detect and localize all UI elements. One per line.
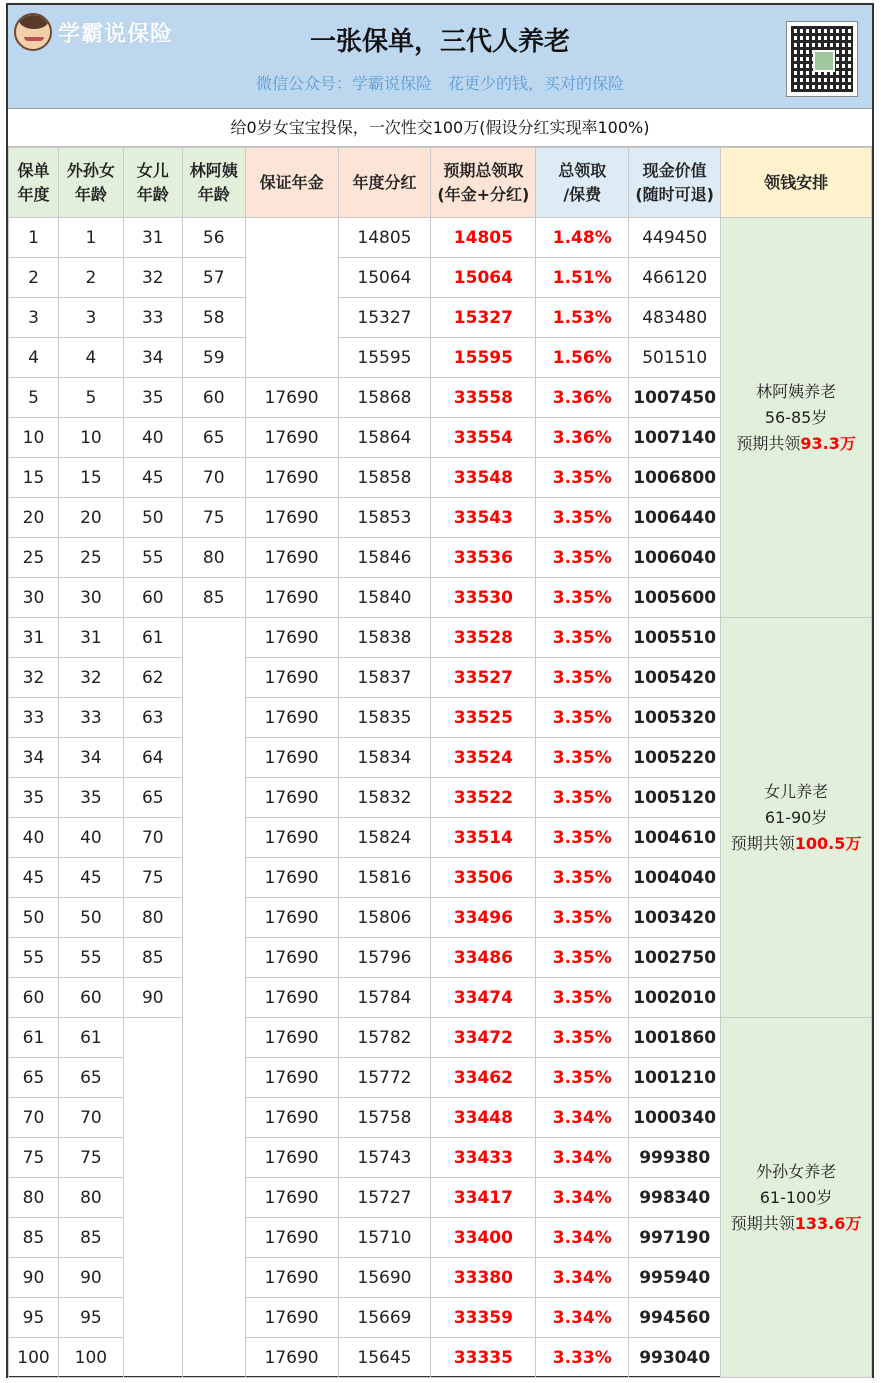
cell-ratio: 3.34% — [536, 1098, 629, 1138]
cell-ratio: 1.53% — [536, 298, 629, 338]
cell-cash-value: 1001860 — [629, 1018, 721, 1058]
col-header-arrangement: 领钱安排 — [721, 148, 872, 218]
cell-granddaughter-age: 100 — [58, 1338, 123, 1378]
cell-policy-year: 30 — [9, 578, 59, 618]
cell-annual-dividend: 15868 — [338, 378, 431, 418]
cell-policy-year: 4 — [9, 338, 59, 378]
cell-cash-value: 1004610 — [629, 818, 721, 858]
cell-granddaughter-age: 25 — [58, 538, 123, 578]
cell-cash-value: 995940 — [629, 1258, 721, 1298]
page-header — [8, 5, 872, 109]
cell-cash-value: 1000340 — [629, 1098, 721, 1138]
cell-policy-year: 70 — [9, 1098, 59, 1138]
cell-lin-age: 56 — [182, 218, 245, 258]
cell-guaranteed-annuity: 17690 — [245, 778, 338, 818]
cell-granddaughter-age: 15 — [58, 458, 123, 498]
cell-policy-year: 25 — [9, 538, 59, 578]
cell-annual-dividend: 15864 — [338, 418, 431, 458]
col-header-guaranteed-annuity: 保证年金 — [245, 148, 338, 218]
cell-granddaughter-age: 70 — [58, 1098, 123, 1138]
cell-policy-year: 61 — [9, 1018, 59, 1058]
cell-annual-dividend: 15645 — [338, 1338, 431, 1378]
document-frame — [6, 3, 874, 1378]
cell-guaranteed-annuity: 17690 — [245, 818, 338, 858]
cell-policy-year: 10 — [9, 418, 59, 458]
cell-granddaughter-age: 1 — [58, 218, 123, 258]
table-row — [9, 618, 872, 658]
cell-daughter-age: 63 — [123, 698, 182, 738]
cell-ratio: 3.34% — [536, 1218, 629, 1258]
cell-cash-value: 1005220 — [629, 738, 721, 778]
cell-ratio: 3.34% — [536, 1178, 629, 1218]
cell-daughter-age: 55 — [123, 538, 182, 578]
cell-policy-year: 45 — [9, 858, 59, 898]
cell-expected-total: 33514 — [431, 818, 536, 858]
arrangement-cell — [721, 1018, 872, 1378]
cell-granddaughter-age: 90 — [58, 1258, 123, 1298]
cell-annual-dividend: 15743 — [338, 1138, 431, 1178]
cell-daughter-age: 62 — [123, 658, 182, 698]
cell-guaranteed-annuity — [245, 218, 338, 378]
cell-guaranteed-annuity: 17690 — [245, 458, 338, 498]
cell-policy-year: 80 — [9, 1178, 59, 1218]
cell-granddaughter-age: 20 — [58, 498, 123, 538]
cell-annual-dividend: 15772 — [338, 1058, 431, 1098]
cell-ratio: 3.35% — [536, 858, 629, 898]
cell-expected-total: 33522 — [431, 778, 536, 818]
cell-ratio: 3.35% — [536, 658, 629, 698]
cell-ratio: 3.35% — [536, 538, 629, 578]
cell-expected-total: 33530 — [431, 578, 536, 618]
cell-policy-year: 31 — [9, 618, 59, 658]
cell-lin-age: 85 — [182, 578, 245, 618]
cell-expected-total: 33527 — [431, 658, 536, 698]
cell-cash-value: 1005600 — [629, 578, 721, 618]
cell-granddaughter-age: 4 — [58, 338, 123, 378]
cell-daughter-age: 31 — [123, 218, 182, 258]
cell-daughter-age: 60 — [123, 578, 182, 618]
cell-daughter-age: 64 — [123, 738, 182, 778]
col-header-daughter-age: 女儿 年龄 — [123, 148, 182, 218]
cell-expected-total: 33417 — [431, 1178, 536, 1218]
cell-annual-dividend: 15727 — [338, 1178, 431, 1218]
cell-cash-value: 999380 — [629, 1138, 721, 1178]
cell-ratio: 3.34% — [536, 1258, 629, 1298]
cell-policy-year: 1 — [9, 218, 59, 258]
cell-expected-total: 33525 — [431, 698, 536, 738]
col-header-annual-dividend: 年度分红 — [338, 148, 431, 218]
cell-lin-age: 80 — [182, 538, 245, 578]
cell-ratio: 3.35% — [536, 618, 629, 658]
cell-ratio: 3.35% — [536, 738, 629, 778]
cell-cash-value: 1005320 — [629, 698, 721, 738]
cell-annual-dividend: 15690 — [338, 1258, 431, 1298]
cell-daughter-age: 45 — [123, 458, 182, 498]
cell-cash-value: 1004040 — [629, 858, 721, 898]
cell-granddaughter-age: 40 — [58, 818, 123, 858]
cell-policy-year: 33 — [9, 698, 59, 738]
cell-policy-year: 35 — [9, 778, 59, 818]
cell-daughter-age: 85 — [123, 938, 182, 978]
cell-daughter-age: 35 — [123, 378, 182, 418]
cell-annual-dividend: 15758 — [338, 1098, 431, 1138]
cell-policy-year: 60 — [9, 978, 59, 1018]
col-header-ratio: 总领取 /保费 — [536, 148, 629, 218]
cell-annual-dividend: 15669 — [338, 1298, 431, 1338]
cell-expected-total: 33524 — [431, 738, 536, 778]
cell-expected-total: 33558 — [431, 378, 536, 418]
cell-cash-value: 998340 — [629, 1178, 721, 1218]
cell-ratio: 1.51% — [536, 258, 629, 298]
cell-cash-value: 483480 — [629, 298, 721, 338]
cell-cash-value: 1007450 — [629, 378, 721, 418]
cell-annual-dividend: 15782 — [338, 1018, 431, 1058]
cell-expected-total: 33472 — [431, 1018, 536, 1058]
cell-annual-dividend: 15796 — [338, 938, 431, 978]
cell-daughter-age: 33 — [123, 298, 182, 338]
col-header-granddaughter-age: 外孙女 年龄 — [58, 148, 123, 218]
benefit-table — [8, 147, 872, 1378]
cell-granddaughter-age: 95 — [58, 1298, 123, 1338]
cell-lin-age: 75 — [182, 498, 245, 538]
cell-guaranteed-annuity: 17690 — [245, 1138, 338, 1178]
cell-lin-age: 60 — [182, 378, 245, 418]
page-title: 一张保单，三代人养老 — [309, 27, 570, 57]
policy-note: 给0岁女宝宝投保，一次性交100万(假设分红实现率100%) — [8, 109, 872, 147]
cell-cash-value: 1003420 — [629, 898, 721, 938]
cell-granddaughter-age: 3 — [58, 298, 123, 338]
cell-annual-dividend: 15327 — [338, 298, 431, 338]
cell-guaranteed-annuity: 17690 — [245, 698, 338, 738]
cell-expected-total: 15064 — [431, 258, 536, 298]
cell-guaranteed-annuity: 17690 — [245, 1218, 338, 1258]
cell-annual-dividend: 15064 — [338, 258, 431, 298]
arrangement-cell — [721, 218, 872, 618]
cell-ratio: 3.35% — [536, 818, 629, 858]
cell-daughter-age: 90 — [123, 978, 182, 1018]
cell-expected-total: 33400 — [431, 1218, 536, 1258]
cell-granddaughter-age: 32 — [58, 658, 123, 698]
cell-expected-total: 33359 — [431, 1298, 536, 1338]
cell-annual-dividend: 15840 — [338, 578, 431, 618]
cell-expected-total: 15327 — [431, 298, 536, 338]
cell-annual-dividend: 14805 — [338, 218, 431, 258]
cell-expected-total: 33433 — [431, 1138, 536, 1178]
cell-annual-dividend: 15784 — [338, 978, 431, 1018]
cell-annual-dividend: 15837 — [338, 658, 431, 698]
cell-cash-value: 449450 — [629, 218, 721, 258]
col-header-lin-age: 林阿姨 年龄 — [182, 148, 245, 218]
cell-guaranteed-annuity: 17690 — [245, 498, 338, 538]
cell-lin-age: 59 — [182, 338, 245, 378]
cell-daughter-age: 50 — [123, 498, 182, 538]
cell-annual-dividend: 15816 — [338, 858, 431, 898]
cell-ratio: 3.35% — [536, 578, 629, 618]
cell-guaranteed-annuity: 17690 — [245, 578, 338, 618]
cell-cash-value: 1007140 — [629, 418, 721, 458]
cell-granddaughter-age: 5 — [58, 378, 123, 418]
cell-guaranteed-annuity: 17690 — [245, 1258, 338, 1298]
arrangement-who: 女儿养老 — [764, 781, 829, 801]
arrangement-who: 外孙女养老 — [756, 1161, 837, 1181]
cell-lin-age: 58 — [182, 298, 245, 338]
cell-granddaughter-age: 50 — [58, 898, 123, 938]
cell-guaranteed-annuity: 17690 — [245, 618, 338, 658]
cell-expected-total: 33543 — [431, 498, 536, 538]
cell-ratio: 3.35% — [536, 498, 629, 538]
cell-granddaughter-age: 10 — [58, 418, 123, 458]
cell-daughter-age — [123, 1018, 182, 1378]
cell-ratio: 3.33% — [536, 1338, 629, 1378]
cell-guaranteed-annuity: 17690 — [245, 1298, 338, 1338]
cell-policy-year: 50 — [9, 898, 59, 938]
cell-expected-total: 14805 — [431, 218, 536, 258]
table-header-row — [9, 148, 872, 218]
cell-ratio: 3.35% — [536, 698, 629, 738]
cell-cash-value: 1001210 — [629, 1058, 721, 1098]
arrangement-ages: 56-85岁 — [764, 407, 828, 427]
cell-granddaughter-age: 75 — [58, 1138, 123, 1178]
cell-policy-year: 55 — [9, 938, 59, 978]
cell-annual-dividend: 15710 — [338, 1218, 431, 1258]
cell-guaranteed-annuity: 17690 — [245, 418, 338, 458]
cell-annual-dividend: 15832 — [338, 778, 431, 818]
cell-expected-total: 33486 — [431, 938, 536, 978]
cell-daughter-age: 32 — [123, 258, 182, 298]
cell-policy-year: 85 — [9, 1218, 59, 1258]
cell-guaranteed-annuity: 17690 — [245, 1098, 338, 1138]
cell-granddaughter-age: 61 — [58, 1018, 123, 1058]
cell-cash-value: 1005510 — [629, 618, 721, 658]
cell-granddaughter-age: 65 — [58, 1058, 123, 1098]
cell-lin-age: 57 — [182, 258, 245, 298]
col-header-cash-value: 现金价值 (随时可退) — [629, 148, 721, 218]
cell-ratio: 3.36% — [536, 418, 629, 458]
cell-granddaughter-age: 60 — [58, 978, 123, 1018]
cell-guaranteed-annuity: 17690 — [245, 1018, 338, 1058]
cell-granddaughter-age: 80 — [58, 1178, 123, 1218]
cell-granddaughter-age: 34 — [58, 738, 123, 778]
cell-policy-year: 20 — [9, 498, 59, 538]
cell-cash-value: 993040 — [629, 1338, 721, 1378]
cell-ratio: 1.56% — [536, 338, 629, 378]
cell-policy-year: 90 — [9, 1258, 59, 1298]
cell-cash-value: 994560 — [629, 1298, 721, 1338]
cell-guaranteed-annuity: 17690 — [245, 378, 338, 418]
cell-cash-value: 1005120 — [629, 778, 721, 818]
cell-daughter-age: 34 — [123, 338, 182, 378]
cell-annual-dividend: 15806 — [338, 898, 431, 938]
cell-expected-total: 33496 — [431, 898, 536, 938]
cell-daughter-age: 61 — [123, 618, 182, 658]
cell-daughter-age: 40 — [123, 418, 182, 458]
col-header-policy-year: 保单 年度 — [9, 148, 59, 218]
cell-guaranteed-annuity: 17690 — [245, 658, 338, 698]
cell-expected-total: 33448 — [431, 1098, 536, 1138]
cell-cash-value: 1005420 — [629, 658, 721, 698]
cell-expected-total: 33536 — [431, 538, 536, 578]
cell-expected-total: 33506 — [431, 858, 536, 898]
cell-lin-age: 70 — [182, 458, 245, 498]
cell-lin-age: 65 — [182, 418, 245, 458]
cell-daughter-age: 75 — [123, 858, 182, 898]
cell-ratio: 3.35% — [536, 1018, 629, 1058]
cell-granddaughter-age: 31 — [58, 618, 123, 658]
cell-ratio: 3.35% — [536, 938, 629, 978]
cell-guaranteed-annuity: 17690 — [245, 1338, 338, 1378]
arrangement-total: 预期共领93.3万 — [736, 433, 856, 453]
cell-policy-year: 32 — [9, 658, 59, 698]
cell-granddaughter-age: 55 — [58, 938, 123, 978]
cell-policy-year: 2 — [9, 258, 59, 298]
cell-annual-dividend: 15595 — [338, 338, 431, 378]
cell-cash-value: 466120 — [629, 258, 721, 298]
cell-granddaughter-age: 35 — [58, 778, 123, 818]
cell-expected-total: 33474 — [431, 978, 536, 1018]
cell-policy-year: 15 — [9, 458, 59, 498]
cell-annual-dividend: 15835 — [338, 698, 431, 738]
cell-cash-value: 501510 — [629, 338, 721, 378]
qr-code-icon — [786, 21, 858, 97]
arrangement-total: 预期共领133.6万 — [730, 1213, 862, 1233]
arrangement-ages: 61-90岁 — [764, 807, 828, 827]
brand-name: 学霸说保险 — [58, 21, 174, 47]
cell-guaranteed-annuity: 17690 — [245, 1178, 338, 1218]
cell-guaranteed-annuity: 17690 — [245, 738, 338, 778]
cell-granddaughter-age: 85 — [58, 1218, 123, 1258]
cell-granddaughter-age: 33 — [58, 698, 123, 738]
arrangement-who: 林阿姨养老 — [756, 381, 837, 401]
cell-expected-total: 33554 — [431, 418, 536, 458]
cell-guaranteed-annuity: 17690 — [245, 978, 338, 1018]
cell-daughter-age: 70 — [123, 818, 182, 858]
cell-annual-dividend: 15838 — [338, 618, 431, 658]
table-row — [9, 1018, 872, 1058]
cell-granddaughter-age: 2 — [58, 258, 123, 298]
cell-daughter-age: 65 — [123, 778, 182, 818]
cell-expected-total: 33380 — [431, 1258, 536, 1298]
cell-guaranteed-annuity: 17690 — [245, 538, 338, 578]
cell-guaranteed-annuity: 17690 — [245, 1058, 338, 1098]
cell-expected-total: 33462 — [431, 1058, 536, 1098]
cell-expected-total: 15595 — [431, 338, 536, 378]
cell-granddaughter-age: 45 — [58, 858, 123, 898]
cell-ratio: 3.35% — [536, 898, 629, 938]
cell-daughter-age: 80 — [123, 898, 182, 938]
cell-expected-total: 33335 — [431, 1338, 536, 1378]
cell-ratio: 3.36% — [536, 378, 629, 418]
page-subtitle: 微信公众号：学霸说保险 花更少的钱，买对的保险 — [255, 74, 624, 93]
cell-ratio: 3.34% — [536, 1298, 629, 1338]
cell-policy-year: 34 — [9, 738, 59, 778]
cell-policy-year: 95 — [9, 1298, 59, 1338]
cell-cash-value: 1006440 — [629, 498, 721, 538]
cell-expected-total: 33548 — [431, 458, 536, 498]
cell-granddaughter-age: 30 — [58, 578, 123, 618]
cell-cash-value: 1002010 — [629, 978, 721, 1018]
cell-policy-year: 100 — [9, 1338, 59, 1378]
arrangement-total: 预期共领100.5万 — [730, 833, 862, 853]
cell-cash-value: 1006800 — [629, 458, 721, 498]
cell-guaranteed-annuity: 17690 — [245, 898, 338, 938]
cell-policy-year: 5 — [9, 378, 59, 418]
cell-lin-age — [182, 618, 245, 1378]
cell-guaranteed-annuity: 17690 — [245, 858, 338, 898]
cell-guaranteed-annuity: 17690 — [245, 938, 338, 978]
arrangement-ages: 61-100岁 — [759, 1187, 833, 1207]
col-header-expected-total: 预期总领取 (年金+分红) — [431, 148, 536, 218]
cell-policy-year: 75 — [9, 1138, 59, 1178]
cell-annual-dividend: 15834 — [338, 738, 431, 778]
cell-policy-year: 65 — [9, 1058, 59, 1098]
cell-ratio: 3.35% — [536, 978, 629, 1018]
cell-cash-value: 997190 — [629, 1218, 721, 1258]
cell-policy-year: 3 — [9, 298, 59, 338]
cell-cash-value: 1006040 — [629, 538, 721, 578]
cell-ratio: 3.35% — [536, 458, 629, 498]
arrangement-cell — [721, 618, 872, 1018]
cell-cash-value: 1002750 — [629, 938, 721, 978]
cell-annual-dividend: 15846 — [338, 538, 431, 578]
cell-ratio: 3.35% — [536, 1058, 629, 1098]
cell-ratio: 1.48% — [536, 218, 629, 258]
cell-annual-dividend: 15853 — [338, 498, 431, 538]
cell-annual-dividend: 15858 — [338, 458, 431, 498]
cell-ratio: 3.35% — [536, 778, 629, 818]
cell-expected-total: 33528 — [431, 618, 536, 658]
cell-policy-year: 40 — [9, 818, 59, 858]
cell-annual-dividend: 15824 — [338, 818, 431, 858]
table-row — [9, 218, 872, 258]
cell-ratio: 3.34% — [536, 1138, 629, 1178]
